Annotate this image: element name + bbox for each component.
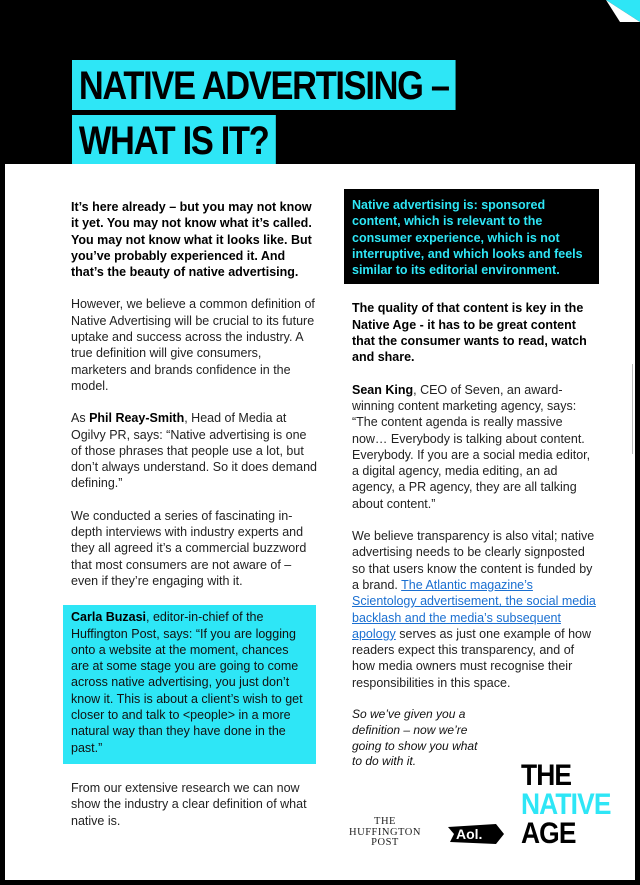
- definition-box: Native advertising is: sponsored content, which is relevant to the consumer experience, which is not interruptive, and which looks and feels similar to its editorial environment.: [344, 189, 599, 284]
- huff-logo-line2: HUFFINGTON: [349, 826, 421, 838]
- huff-logo-line3: POST: [371, 837, 399, 848]
- research-paragraph: We conducted a series of fascinating in-depth interviews with industry experts and they all agreed it’s a commercial buzzword that most consumers are not aware of – even if they’re engaging with it.: [71, 508, 307, 588]
- aol-logo-text: Aol.: [456, 826, 483, 842]
- huffington-post-logo: [343, 817, 427, 849]
- tna-line1: THE: [521, 759, 572, 792]
- sean-quote: , CEO of Seven, an award-winning content marketing agency, says: “The content agenda is really massive now… Everybody is talking about content. Everybody. If you are a social media editor, a digital agency, media editing, an ad agency, a PR agency, they are all talking about content.”: [352, 382, 591, 511]
- closing-text: So we’ve given you a definition – now we’re going to show you what to do with it.: [352, 707, 478, 769]
- transparency-pre: We believe transparency is also vital; native advertising needs to be clearly signposted so that users know the content is funded by a brand.: [352, 529, 595, 592]
- aol-logo: [446, 821, 506, 847]
- carla-name: Carla Buzasi: [71, 610, 147, 625]
- tna-line3: AGE: [521, 817, 576, 850]
- right-column: [352, 189, 598, 770]
- title-line-1: NATIVE ADVERTISING –: [72, 60, 456, 110]
- sean-name: Sean King: [352, 382, 414, 397]
- the-native-age-logo: [521, 761, 611, 848]
- phil-quote-paragraph: [71, 410, 317, 491]
- phil-name: Phil Reay-Smith: [89, 411, 185, 426]
- transparency-paragraph: [352, 528, 598, 691]
- carla-quote-box: [63, 605, 316, 764]
- phil-pre: As: [71, 411, 90, 426]
- page-edge-divider: [632, 364, 633, 454]
- title-line-2: WHAT IS IT?: [72, 115, 275, 165]
- page-corner-fold: [606, 0, 640, 22]
- article-page: [5, 164, 635, 880]
- lead-paragraph: It’s here already – but you may not know it yet. You may not know what it’s called. You may not know what it looks like. But you’ve probably experienced it. And that’s the beauty of native advertising.: [71, 200, 312, 280]
- transparency-post: serves as just one example of how readers expect this transparency, and of how media owners must recognise their responsibilities in this space.: [352, 626, 592, 690]
- definition-need-paragraph: However, we believe a common definition of Native Advertising will be crucial to its future uptake and success across the industry. A true definition will give consumers, marketers and brands confidence in the model.: [71, 297, 315, 393]
- conclusion-paragraph: From our extensive research we can now show the industry a clear definition of what native is.: [71, 780, 307, 828]
- phil-quote: , Head of Media at Ogilvy PR, says: “Native advertising is one of those phrases that people use a lot, but don’t always understand. So it does demand defining.”: [71, 411, 317, 491]
- huff-logo-line1: THE: [374, 816, 396, 827]
- carla-quote: , editor-in-chief of the Huffington Post, says: “If you are logging onto a website at the moment, chances are at some stage you are going to come across native advertising, you just don’t know it. This is about a client’s wish to get closer to and talk to <people> in a more natural way than they have done in the past.”: [71, 610, 303, 755]
- atlantic-link[interactable]: The Atlantic magazine’s Scientology advertisement, the social media backlash and the media’s subsequent apology: [352, 577, 596, 641]
- left-column: [71, 199, 317, 845]
- tna-line2: NATIVE: [521, 788, 611, 821]
- sean-quote-paragraph: [352, 382, 598, 512]
- quality-paragraph: The quality of that content is key in the Native Age - it has to be great content that the consumer wants to read, watch and share.: [352, 301, 587, 365]
